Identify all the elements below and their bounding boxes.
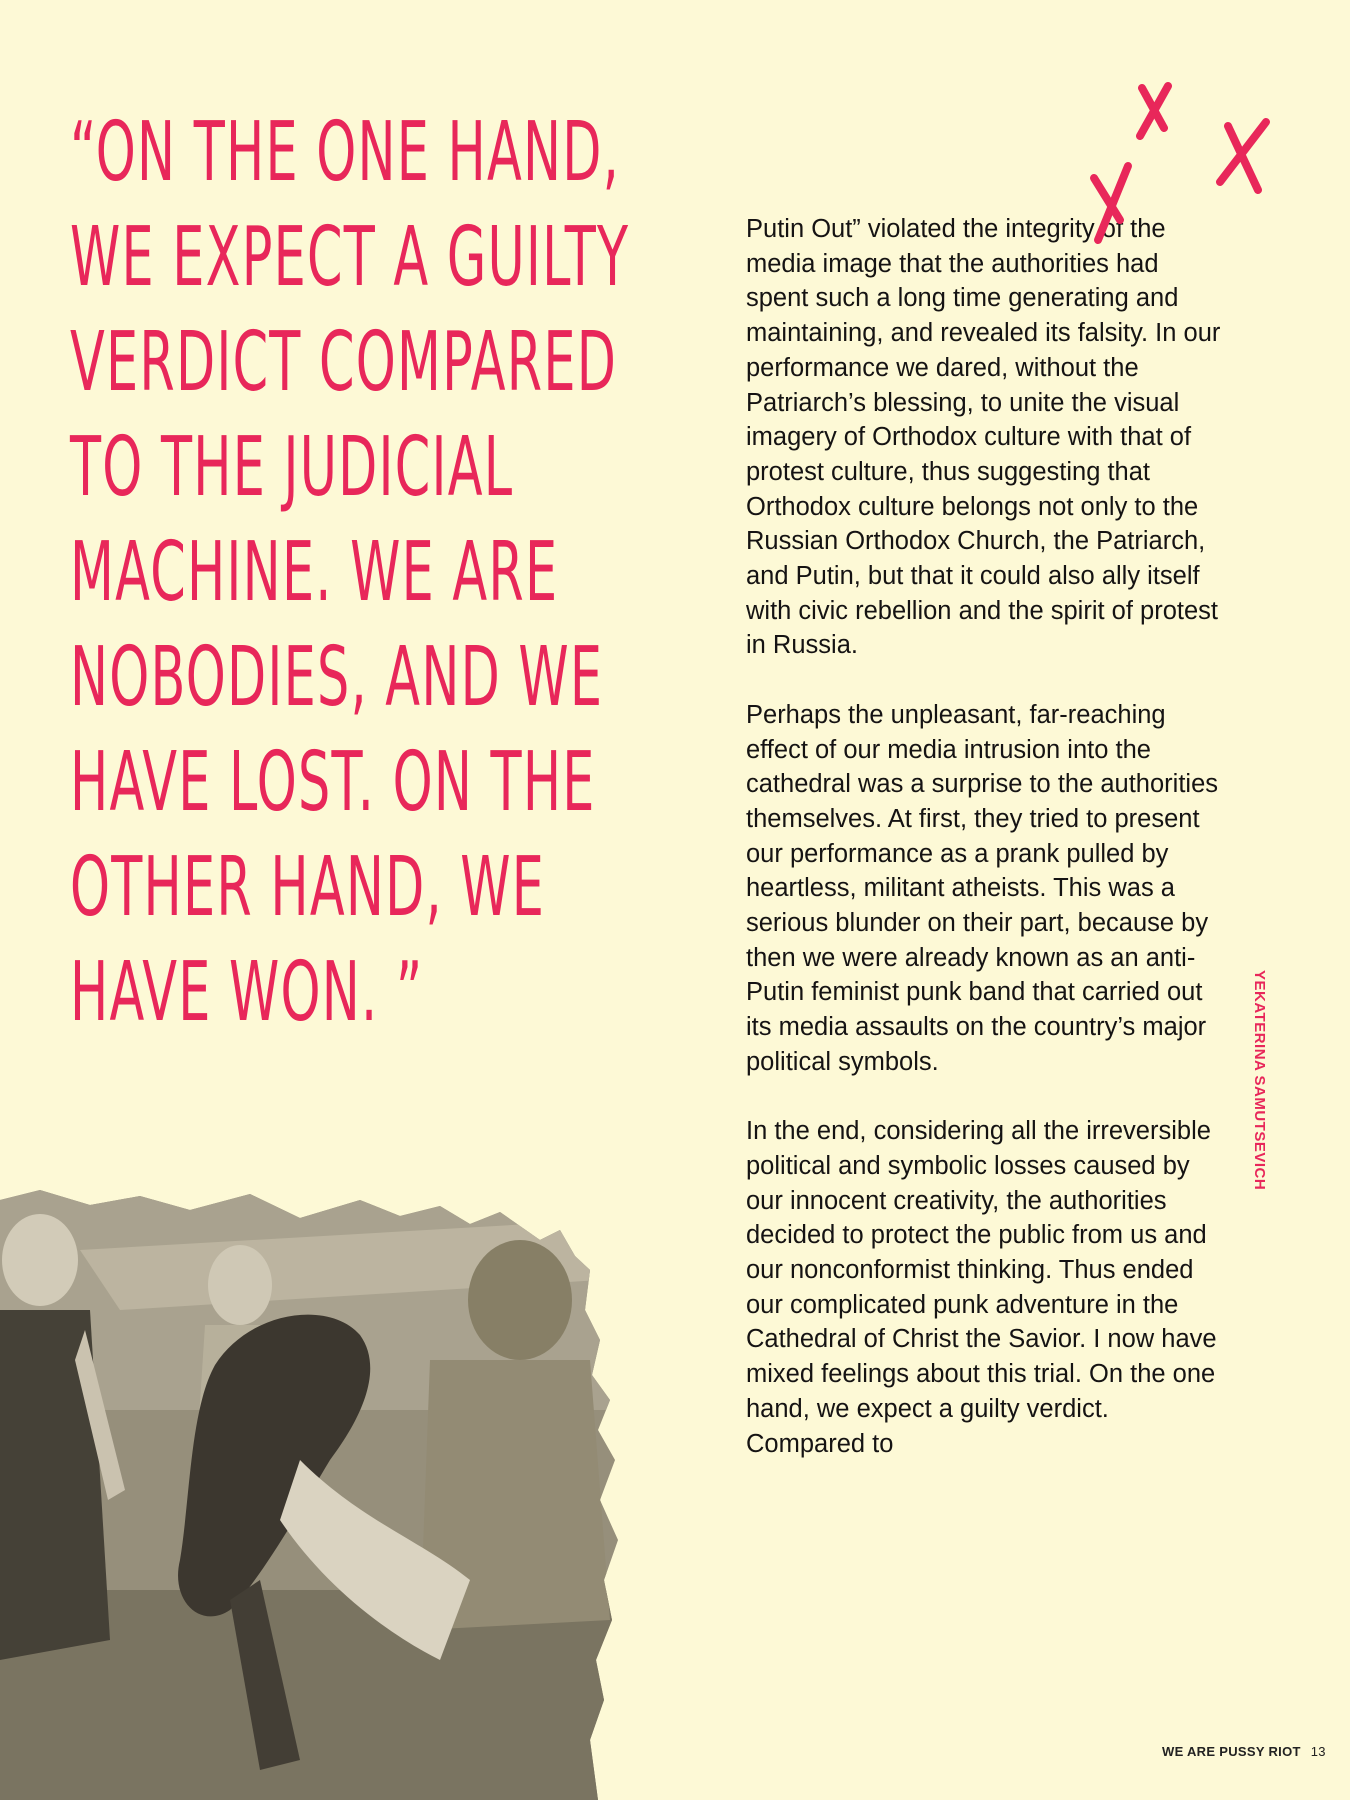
pull-quote-line: MACHINE. WE ARE [70,525,559,620]
page-number: 13 [1310,1744,1326,1759]
pull-quote [70,100,630,1045]
page-footer [1162,1744,1326,1759]
pull-quote-line: TO THE JUDICIAL [70,420,514,515]
x-mark-icon [1140,86,1168,136]
body-paragraph: In the end, considering all the irreversible political and symbolic losses caused by our innocent creativity, the authorities decided to protect the public from us and our nonconformist thinking. Thus ended our complicated punk adventure in the Cathedral of Christ the Savior. I now have mixed feelings about this trial. On the one hand, we expect a guilty verdict. Compared to [746,1117,1217,1458]
publication-title: WE ARE PUSSY RIOT [1162,1744,1301,1759]
pull-quote-line: VERDICT COMPARED [70,315,618,410]
pull-quote-line: “ON THE ONE HAND, [70,105,621,200]
pull-quote-line: OTHER HAND, WE [70,840,546,935]
performance-photo [0,1160,640,1800]
body-paragraph: Perhaps the unpleasant, far-reaching effect of our media intrusion into the cathedral was a surprise to the authorities themselves. At first, they tried to present our performance as a prank pulled by heartless, militant atheists. This was a serious blunder on their part, because by then we were already known as an anti-Putin feminist punk band that carried out its media assaults on the country’s major political symbols. [746,700,1218,1076]
pull-quote-line: HAVE WON. ” [70,945,424,1040]
article-body [746,212,1226,1496]
x-mark-icon [1094,166,1128,240]
pull-quote-line: HAVE LOST. ON THE [70,735,596,830]
body-paragraph: Putin Out” violated the integrity of the media image that the authorities had spent such a long time generating and maintaining, and revealed its falsity. In our performance we dared, without the Patriarch’s blessing, to unite the visual imagery of Orthodox culture with that of protest culture, thus suggesting that Orthodox culture belongs not only to the Russian Orthodox Church, the Patriarch, and Putin, but that it could also ally itself with civic rebellion and the spirit of protest in Russia. [746,215,1221,660]
author-credit: YEKATERINA SAMUTSEVICH [1251,970,1268,1191]
x-mark-icon [1220,122,1266,190]
x-marks [1080,70,1300,250]
pull-quote-line: WE EXPECT A GUILTY [70,210,630,305]
pull-quote-line: NOBODIES, AND WE [70,630,604,725]
